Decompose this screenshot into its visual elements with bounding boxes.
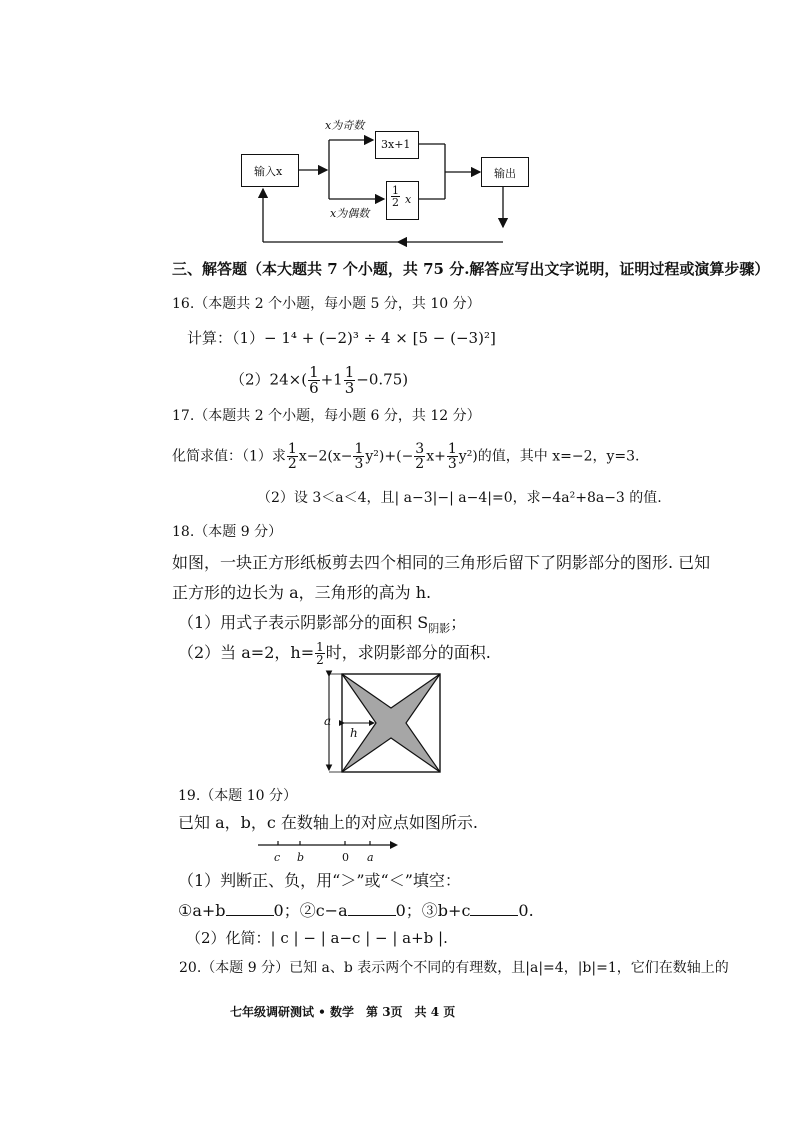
q18-header: 18.（本题 9 分）: [172, 524, 283, 540]
q18-part1-sub: 阴影: [428, 622, 451, 636]
q16-frac-1: [308, 365, 320, 396]
even-op-num: 1: [392, 184, 399, 197]
number-line: [250, 838, 400, 852]
q20-text: 20.（本题 9 分）已知 a、b 表示两个不同的有理数，且|a|=4，|b|=1，它们在数轴上的: [179, 960, 729, 976]
q16-frac-2: [344, 365, 356, 396]
axis-label-c: c: [274, 851, 281, 864]
axis-label-b: b: [297, 851, 305, 864]
output-label: 输出: [494, 167, 516, 180]
q17-part2: （2）设 3＜a＜4，且| a−3|−| a−4|=0，求−4a²+8a−3 的值.: [257, 490, 662, 506]
even-op-den: 2: [392, 196, 399, 209]
q19-header: 19.（本题 10 分）: [178, 788, 297, 804]
q17-p1-b: x−2(x−: [298, 448, 353, 465]
q17-frac-1: [287, 442, 298, 471]
q16-part2: [230, 365, 408, 396]
q16-part1: 计算：（1）− 1⁴ + (−2)³ ÷ 4 × [5 − (−3)²]: [187, 329, 496, 347]
odd-op-box: [375, 131, 419, 159]
q16-part2-prefix: （2）24×(: [230, 370, 308, 389]
q18-part1-text: （1）用式子表示阴影部分的面积 S: [178, 613, 429, 632]
section-heading: 三、解答题（本大题共 7 个小题，共 75 分.解答应写出文字说明，证明过程或演算步骤）: [172, 260, 770, 278]
q18-part1-end: ；: [450, 613, 467, 632]
q17-part1: [172, 442, 639, 471]
q19-part2: （2）化简：| c | − | a−c | − | a+b |.: [186, 929, 448, 947]
q19-blank1-expr: ①a+b: [178, 901, 226, 920]
q18-line1: 如图，一块正方形纸板剪去四个相同的三角形后留下了阴影部分的图形. 已知: [172, 553, 711, 572]
odd-condition: x为奇数: [325, 119, 365, 132]
q17-p1-a: 化简求值：（1）求: [172, 448, 286, 465]
q16-frac-1-num: 1: [309, 363, 319, 381]
flowchart-connectors: [0, 0, 794, 260]
q17-frac-1-den: 2: [287, 456, 297, 472]
answer-blank-2[interactable]: [348, 903, 396, 916]
q17-p1-e: y²)的值，其中 x=−2，y=3.: [458, 448, 640, 465]
q18-label-a: a: [324, 714, 332, 728]
q18-part2-b: 时，求阴影部分的面积.: [325, 643, 491, 662]
q16-plus: +1: [320, 370, 343, 389]
q17-frac-4-num: 1: [447, 441, 457, 457]
q19-end-zero: 0.: [518, 901, 534, 920]
answer-blank-3[interactable]: [470, 903, 518, 916]
odd-op: 3x+1: [381, 138, 411, 151]
page-footer: 七年级调研测试 • 数学 第 3页 共 4 页: [230, 1005, 456, 1019]
q17-frac-1-num: 1: [287, 441, 297, 457]
q17-header: 17.（本题共 2 个小题，每小题 6 分，共 12 分）: [172, 408, 481, 424]
q18-part2-a: （2）当 a=2，h=: [178, 643, 315, 662]
q18-frac: [315, 641, 325, 666]
q18-frac-num: 1: [316, 640, 324, 654]
q18-part1: [178, 610, 466, 636]
even-op-fraction: [391, 185, 400, 208]
input-box: [241, 154, 299, 187]
axis-label-a: a: [367, 851, 374, 864]
q19-blank2-expr: 0；②c−a: [273, 901, 348, 920]
q19-line1: 已知 a，b，c 在数轴上的对应点如图所示.: [178, 813, 479, 832]
q18-part2: [178, 640, 491, 666]
q16-part2-suffix: −0.75): [356, 370, 409, 389]
q17-frac-3-den: 2: [415, 456, 425, 472]
answer-blank-1[interactable]: [226, 903, 274, 916]
q16-frac-2-num: 1: [344, 363, 355, 381]
even-condition: x为偶数: [330, 207, 370, 220]
q18-frac-den: 2: [316, 653, 324, 667]
q17-frac-4-den: 3: [447, 456, 457, 472]
even-op-var: x: [405, 193, 412, 206]
axis-label-zero: 0: [342, 851, 349, 864]
q16-header: 16.（本题共 2 个小题，每小题 5 分，共 10 分）: [172, 296, 481, 312]
q17-frac-2-num: 1: [354, 441, 364, 457]
q19-blank3-expr: 0；③b+c: [395, 901, 471, 920]
q19-part1: （1）判断正、负，用“＞”或“＜”填空：: [178, 871, 461, 890]
q17-p1-d: x+: [426, 448, 446, 465]
q18-square-figure: [318, 670, 448, 778]
input-label: 输入x: [254, 165, 283, 178]
output-box: [481, 157, 529, 187]
q17-frac-2: [353, 442, 364, 471]
q17-frac-3-num: 3: [415, 441, 425, 457]
q18-line2: 正方形的边长为 a，三角形的高为 h.: [172, 583, 432, 602]
even-op-box: [386, 181, 419, 220]
q16-frac-2-den: 3: [344, 379, 355, 397]
q17-p1-c: y²)+(−: [365, 448, 414, 465]
q17-frac-3: [414, 442, 425, 471]
q18-label-h: h: [350, 726, 358, 740]
q17-frac-4: [447, 442, 458, 471]
q16-frac-1-den: 6: [309, 379, 319, 397]
q17-frac-2-den: 3: [354, 456, 364, 472]
q19-blanks: [178, 898, 534, 921]
